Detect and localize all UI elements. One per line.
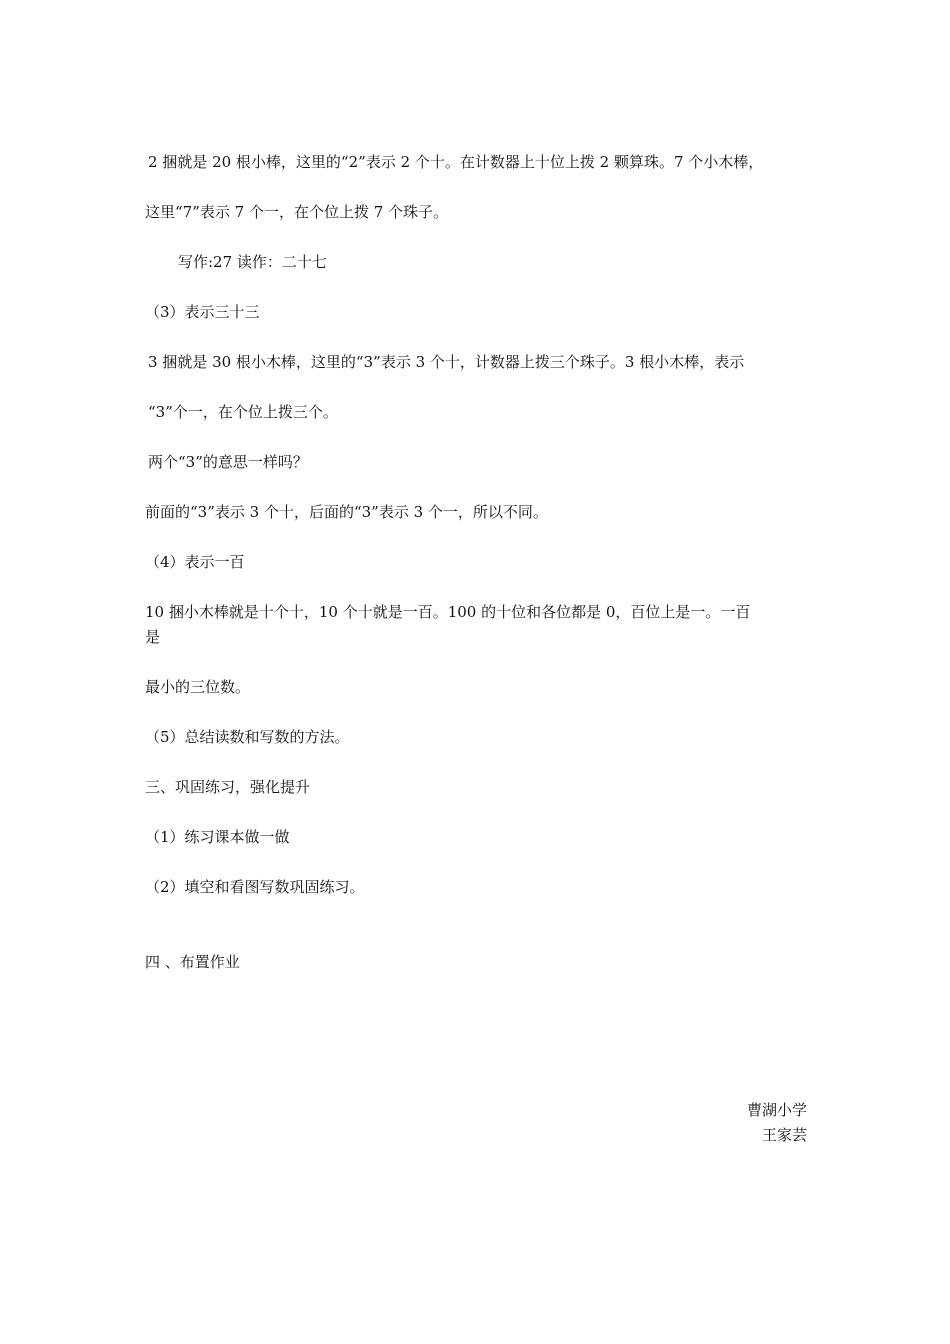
question-line: 两个“3”的意思一样吗？ <box>148 453 308 471</box>
paragraph-line-3: 3 捆就是 30 根小木棒，这里的“3”表示 3 个十，计数器上拨三个珠子。3 根小木棒，表示 <box>148 353 745 371</box>
answer-line: 前面的“3”表示 3 个十，后面的“3”表示 3 个一，所以不同。 <box>145 503 548 521</box>
section-heading-3: （3）表示三十三 <box>145 303 260 321</box>
paragraph-line-2: 这里“7”表示 7 个一，在个位上拨 7 个珠子。 <box>145 203 449 221</box>
signature-school: 曹湖小学 <box>746 1101 807 1119</box>
signature-teacher: 王家芸 <box>761 1126 807 1144</box>
section-heading-5: （5）总结读数和写数的方法。 <box>145 728 350 746</box>
write-read-line: 写作:27 读作：二十七 <box>178 253 327 271</box>
paragraph-line-6: 是 <box>145 628 161 646</box>
exercise-item-1: （1）练习课本做一做 <box>145 828 290 846</box>
paragraph-line-4: “3”个一，在个位上拨三个。 <box>148 403 338 421</box>
section-heading-4: （4）表示一百 <box>145 553 245 571</box>
part-heading-3: 三、巩固练习，强化提升 <box>145 778 311 796</box>
paragraph-line-7: 最小的三位数。 <box>145 678 251 696</box>
exercise-item-2: （2）填空和看图写数巩固练习。 <box>145 878 365 896</box>
paragraph-line-5: 10 捆小木棒就是十个十，10 个十就是一百。100 的十位和各位都是 0，百位上是一。一百 <box>145 603 751 621</box>
part-heading-4: 四 、布置作业 <box>145 953 240 971</box>
paragraph-line-1: 2 捆就是 20 根小棒，这里的“2”表示 2 个十。在计数器上十位上拨 2 颗算珠。7 个小木棒， <box>148 153 764 171</box>
